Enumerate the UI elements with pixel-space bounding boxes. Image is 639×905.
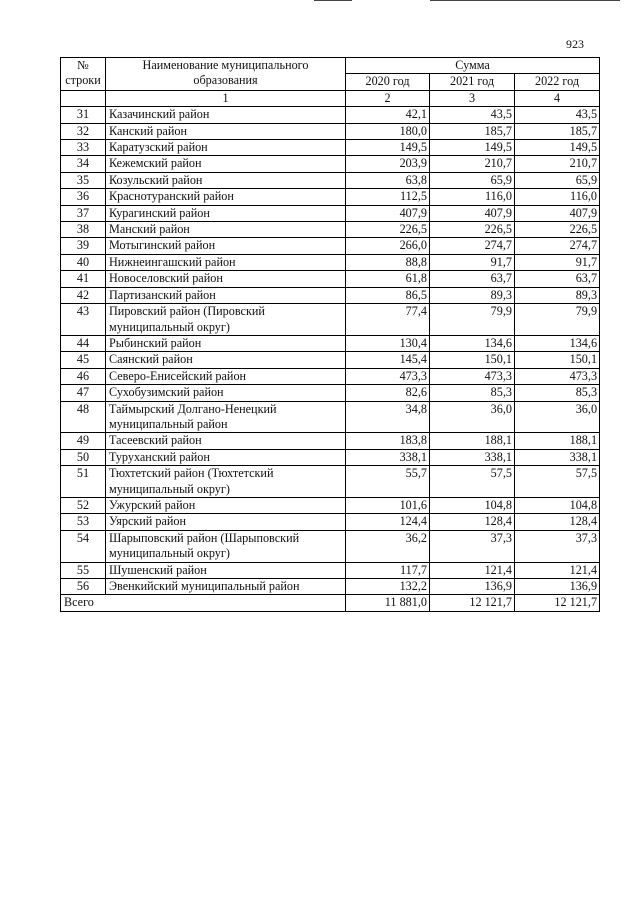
header-year-2022: 2022 год (515, 74, 600, 90)
value-2022: 274,7 (515, 238, 600, 254)
value-2020: 61,8 (346, 271, 430, 287)
value-2021: 210,7 (430, 156, 515, 172)
value-2021: 338,1 (430, 449, 515, 465)
value-2020: 130,4 (346, 335, 430, 351)
row-number: 40 (61, 254, 106, 270)
value-2022: 37,3 (515, 530, 600, 562)
value-2021: 149,5 (430, 140, 515, 156)
municipality-name: Краснотуранский район (106, 189, 346, 205)
value-2021: 185,7 (430, 123, 515, 139)
value-2021: 85,3 (430, 385, 515, 401)
table-footer (61, 595, 600, 611)
value-2021: 79,9 (430, 304, 515, 336)
value-2022: 57,5 (515, 466, 600, 498)
table-row (61, 530, 600, 562)
row-number: 56 (61, 579, 106, 595)
value-2021: 104,8 (430, 497, 515, 513)
municipality-name: Туруханский район (106, 449, 346, 465)
row-number: 51 (61, 466, 106, 498)
value-2022: 188,1 (515, 433, 600, 449)
value-2022: 407,9 (515, 205, 600, 221)
municipality-name: Партизанский район (106, 287, 346, 303)
value-2022: 104,8 (515, 497, 600, 513)
row-number: 35 (61, 172, 106, 188)
row-number: 41 (61, 271, 106, 287)
municipality-name: Манский район (106, 222, 346, 238)
municipality-name: Саянский район (106, 352, 346, 368)
value-2020: 149,5 (346, 140, 430, 156)
value-2020: 77,4 (346, 304, 430, 336)
header-col-number-empty (61, 90, 106, 106)
header-col-number-3: 3 (430, 90, 515, 106)
value-2021: 121,4 (430, 562, 515, 578)
table-row (61, 238, 600, 254)
value-2021: 63,7 (430, 271, 515, 287)
municipality-name: Казачинский район (106, 107, 346, 123)
value-2022: 134,6 (515, 335, 600, 351)
municipality-name: Новоселовский район (106, 271, 346, 287)
value-2021: 136,9 (430, 579, 515, 595)
municipality-name: Козульский район (106, 172, 346, 188)
municipality-name: Шарыповский район (Шарыповский муниципальный округ) (106, 530, 346, 562)
table-row (61, 205, 600, 221)
value-2020: 183,8 (346, 433, 430, 449)
value-2022: 116,0 (515, 189, 600, 205)
value-2021: 65,9 (430, 172, 515, 188)
table-row (61, 287, 600, 303)
municipality-name: Северо-Енисейский район (106, 368, 346, 384)
value-2021: 134,6 (430, 335, 515, 351)
row-number: 44 (61, 335, 106, 351)
value-2022: 85,3 (515, 385, 600, 401)
row-number: 45 (61, 352, 106, 368)
table-row (61, 514, 600, 530)
table-body (61, 107, 600, 595)
row-number: 42 (61, 287, 106, 303)
value-2021: 226,5 (430, 222, 515, 238)
row-number: 32 (61, 123, 106, 139)
value-2022: 226,5 (515, 222, 600, 238)
total-value-2021: 12 121,7 (430, 595, 515, 611)
value-2022: 65,9 (515, 172, 600, 188)
total-label: Всего (61, 595, 346, 611)
table-row (61, 335, 600, 351)
table-row (61, 352, 600, 368)
municipality-name: Канский район (106, 123, 346, 139)
value-2021: 473,3 (430, 368, 515, 384)
row-number: 38 (61, 222, 106, 238)
value-2022: 128,4 (515, 514, 600, 530)
value-2020: 88,8 (346, 254, 430, 270)
value-2020: 226,5 (346, 222, 430, 238)
header-year-2021: 2021 год (430, 74, 515, 90)
table-header (61, 58, 600, 107)
value-2021: 188,1 (430, 433, 515, 449)
header-col-number-4: 4 (515, 90, 600, 106)
municipality-name: Эвенкийский муниципальный район (106, 579, 346, 595)
table-row (61, 271, 600, 287)
value-2022: 43,5 (515, 107, 600, 123)
municipality-name: Каратузский район (106, 140, 346, 156)
row-number: 47 (61, 385, 106, 401)
value-2020: 338,1 (346, 449, 430, 465)
value-2020: 145,4 (346, 352, 430, 368)
row-number: 36 (61, 189, 106, 205)
header-sum: Сумма (346, 58, 600, 74)
municipality-name: Нижнеингашский район (106, 254, 346, 270)
row-number: 49 (61, 433, 106, 449)
value-2022: 89,3 (515, 287, 600, 303)
table-row (61, 401, 600, 433)
value-2020: 101,6 (346, 497, 430, 513)
top-rule-left (314, 0, 352, 1)
value-2020: 473,3 (346, 368, 430, 384)
table-row (61, 254, 600, 270)
value-2022: 79,9 (515, 304, 600, 336)
table-row (61, 222, 600, 238)
page-number: 923 (566, 37, 584, 51)
municipality-name: Кежемский район (106, 156, 346, 172)
value-2022: 36,0 (515, 401, 600, 433)
row-number: 37 (61, 205, 106, 221)
table-row (61, 140, 600, 156)
row-number: 54 (61, 530, 106, 562)
value-2022: 185,7 (515, 123, 600, 139)
value-2020: 86,5 (346, 287, 430, 303)
value-2020: 266,0 (346, 238, 430, 254)
header-municipality-name: Наименование муниципального образования (106, 58, 346, 91)
table-row (61, 466, 600, 498)
row-number: 46 (61, 368, 106, 384)
value-2022: 150,1 (515, 352, 600, 368)
municipality-name: Уярский район (106, 514, 346, 530)
table-row (61, 385, 600, 401)
municipality-name: Мотыгинский район (106, 238, 346, 254)
municipality-name: Ужурский район (106, 497, 346, 513)
value-2020: 82,6 (346, 385, 430, 401)
row-number: 39 (61, 238, 106, 254)
value-2021: 89,3 (430, 287, 515, 303)
value-2020: 180,0 (346, 123, 430, 139)
municipality-name: Рыбинский район (106, 335, 346, 351)
table-row (61, 579, 600, 595)
row-number: 55 (61, 562, 106, 578)
value-2022: 91,7 (515, 254, 600, 270)
value-2022: 338,1 (515, 449, 600, 465)
value-2022: 149,5 (515, 140, 600, 156)
row-number: 34 (61, 156, 106, 172)
total-value-2022: 12 121,7 (515, 595, 600, 611)
header-col-number-1: 1 (106, 90, 346, 106)
value-2021: 150,1 (430, 352, 515, 368)
table-row (61, 123, 600, 139)
value-2020: 124,4 (346, 514, 430, 530)
row-number: 31 (61, 107, 106, 123)
municipality-name: Тасеевский район (106, 433, 346, 449)
total-row (61, 595, 600, 611)
budget-table (60, 57, 600, 612)
value-2021: 116,0 (430, 189, 515, 205)
table-row (61, 562, 600, 578)
municipality-name: Курагинский район (106, 205, 346, 221)
value-2020: 117,7 (346, 562, 430, 578)
value-2022: 121,4 (515, 562, 600, 578)
value-2021: 36,0 (430, 401, 515, 433)
value-2021: 128,4 (430, 514, 515, 530)
table-row (61, 189, 600, 205)
header-year-2020: 2020 год (346, 74, 430, 90)
table-row (61, 156, 600, 172)
value-2020: 55,7 (346, 466, 430, 498)
row-number: 48 (61, 401, 106, 433)
value-2020: 63,8 (346, 172, 430, 188)
value-2020: 36,2 (346, 530, 430, 562)
value-2022: 473,3 (515, 368, 600, 384)
value-2020: 132,2 (346, 579, 430, 595)
municipality-name: Таймырский Долгано-Ненецкий муниципальный район (106, 401, 346, 433)
municipality-name: Пировский район (Пировский муниципальный округ) (106, 304, 346, 336)
total-value-2020: 11 881,0 (346, 595, 430, 611)
municipality-name: Тюхтетский район (Тюхтетский муниципальный округ) (106, 466, 346, 498)
value-2021: 37,3 (430, 530, 515, 562)
table-row (61, 497, 600, 513)
value-2021: 91,7 (430, 254, 515, 270)
header-row-number: № строки (61, 58, 106, 91)
row-number: 33 (61, 140, 106, 156)
value-2022: 136,9 (515, 579, 600, 595)
value-2021: 274,7 (430, 238, 515, 254)
value-2022: 210,7 (515, 156, 600, 172)
value-2020: 42,1 (346, 107, 430, 123)
value-2020: 407,9 (346, 205, 430, 221)
table-row (61, 304, 600, 336)
value-2021: 407,9 (430, 205, 515, 221)
value-2021: 43,5 (430, 107, 515, 123)
table-row (61, 172, 600, 188)
row-number: 53 (61, 514, 106, 530)
table-row (61, 433, 600, 449)
value-2022: 63,7 (515, 271, 600, 287)
municipality-name: Сухобузимский район (106, 385, 346, 401)
value-2020: 112,5 (346, 189, 430, 205)
value-2020: 203,9 (346, 156, 430, 172)
value-2020: 34,8 (346, 401, 430, 433)
header-col-number-2: 2 (346, 90, 430, 106)
top-rule-right (430, 0, 620, 1)
row-number: 50 (61, 449, 106, 465)
table-row (61, 368, 600, 384)
table-row (61, 449, 600, 465)
table-row (61, 107, 600, 123)
municipality-name: Шушенский район (106, 562, 346, 578)
row-number: 52 (61, 497, 106, 513)
row-number: 43 (61, 304, 106, 336)
value-2021: 57,5 (430, 466, 515, 498)
